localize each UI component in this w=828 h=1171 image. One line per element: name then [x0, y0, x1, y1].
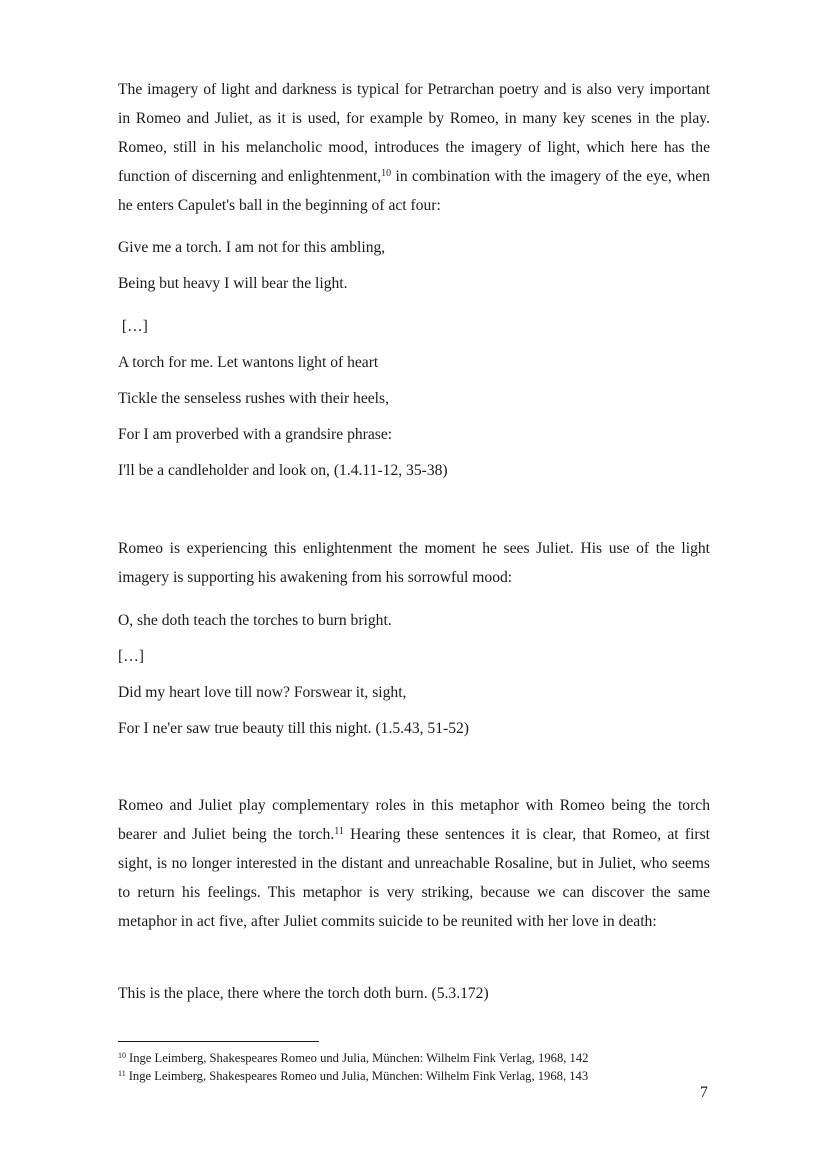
footnote-number: 11 — [118, 1069, 126, 1078]
footnote-separator — [118, 1041, 319, 1042]
footnote — [118, 1051, 588, 1066]
footnote-reference[interactable]: 10 — [381, 168, 392, 179]
footnote — [118, 1069, 588, 1084]
footnote-number: 10 — [118, 1051, 126, 1060]
verse-line: This is the place, there where the torch doth burn. (5.3.172) — [118, 985, 489, 1002]
verse-line: Tickle the senseless rushes with their heels, — [118, 390, 389, 407]
verse-line: O, she doth teach the torches to burn bright. — [118, 612, 392, 629]
paragraph-text: in combination with the imagery of the eye, when he enters Capulet's ball in the beginning of act four: — [118, 168, 710, 214]
paragraph-text: Romeo and Juliet play complementary roles in this metaphor with Romeo being the torch bearer and Juliet being the torch. — [118, 797, 710, 843]
verse-line: Being but heavy I will bear the light. — [118, 275, 348, 292]
verse-line: Give me a torch. I am not for this ambling, — [118, 239, 386, 256]
footnote-reference[interactable]: 11 — [334, 826, 344, 837]
verse-line: For I ne'er saw true beauty till this night. (1.5.43, 51-52) — [118, 720, 470, 737]
paragraph-text: The imagery of light and darkness is typical for Petrarchan poetry and is also very important in Romeo and Juliet, as it is used, for example by Romeo, in many key scenes in the play. Romeo, still in his melancholic mood, introduces the imagery of light, which here has the function of discerning and enlightenment, — [118, 81, 710, 185]
body-paragraph — [118, 791, 710, 936]
verse-line: For I am proverbed with a grandsire phrase: — [118, 426, 393, 443]
verse-line: […] — [118, 648, 144, 665]
footnote-text: Inge Leimberg, Shakespeares Romeo und Julia, München: Wilhelm Fink Verlag, 1968, 142 — [129, 1051, 589, 1065]
verse-line: A torch for me. Let wantons light of heart — [118, 354, 379, 371]
paragraph-text: Hearing these sentences it is clear, that Romeo, at first sight, is no longer interested in the distant and unreachable Rosaline, but in Juliet, who seems to return his feelings. This metaphor is very striking, because we can discover the same metaphor in act five, after Juliet commits suicide to be reunited with her love in death: — [118, 826, 711, 930]
page-number: 7 — [700, 1084, 708, 1101]
verse-line: […] — [118, 318, 148, 335]
verse-line: I'll be a candleholder and look on, (1.4.11-12, 35-38) — [118, 462, 448, 479]
footnote-text: Inge Leimberg, Shakespeares Romeo und Julia, München: Wilhelm Fink Verlag, 1968, 143 — [128, 1069, 589, 1083]
verse-line: Did my heart love till now? Forswear it, sight, — [118, 684, 407, 701]
body-paragraph: Romeo is experiencing this enlightenment the moment he sees Juliet. His use of the light imagery is supporting his awakening from his sorrowful mood: — [118, 540, 710, 586]
body-paragraph — [118, 75, 710, 220]
